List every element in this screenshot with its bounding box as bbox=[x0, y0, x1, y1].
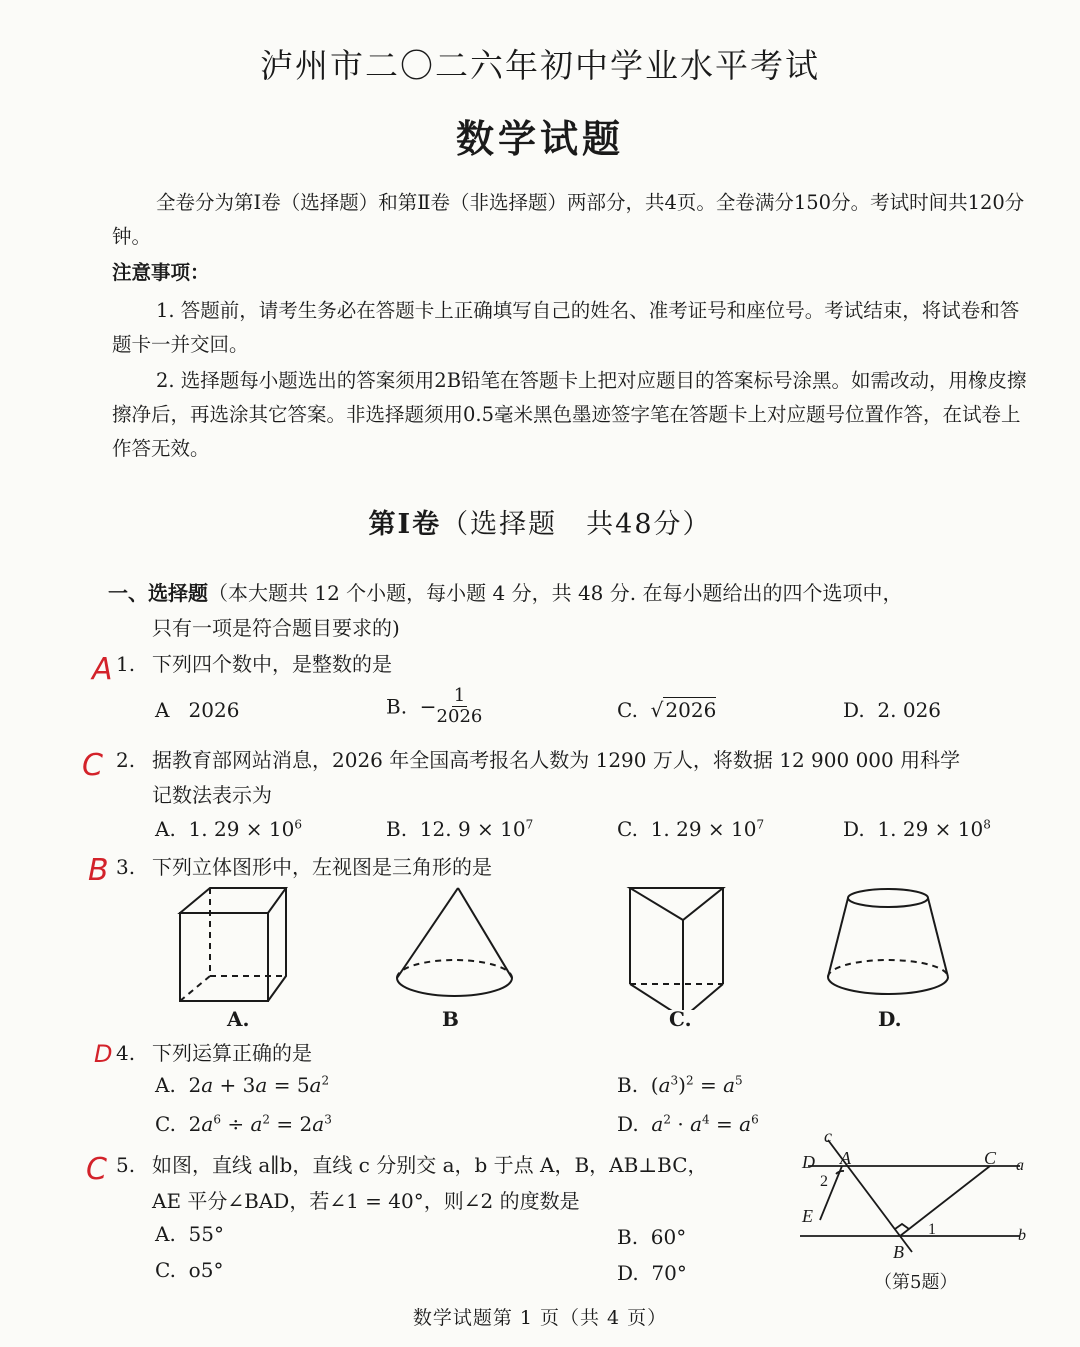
q2-a-base: 1. 29 × 10 bbox=[188, 817, 295, 841]
q1-option-d bbox=[843, 698, 941, 722]
q5-option-a bbox=[155, 1222, 224, 1246]
q1-a-text: 2026 bbox=[188, 698, 240, 722]
q2-option-b bbox=[386, 817, 533, 841]
q5-c-text: ο5° bbox=[188, 1258, 224, 1282]
label-c-lower: c bbox=[824, 1128, 832, 1146]
q3-figures bbox=[160, 880, 1040, 1010]
q3-fig-label-d: D. bbox=[878, 1007, 902, 1031]
q5-d-text: 70° bbox=[651, 1261, 687, 1285]
part-desc-1: （本大题共 12 个小题，每小题 4 分，共 48 分. 在每小题给出的四个选项中， bbox=[208, 581, 903, 605]
answer-mark-q4: D bbox=[94, 1040, 113, 1068]
segment-bc bbox=[900, 1166, 990, 1236]
right-angle-mark bbox=[895, 1224, 909, 1229]
page-footer: 数学试题第 1 页（共 4 页） bbox=[412, 1307, 668, 1329]
q5-d-label: D. bbox=[617, 1261, 639, 1285]
q2-option-a bbox=[155, 817, 302, 841]
q1-option-c bbox=[617, 698, 716, 722]
q2-d-label: D. bbox=[843, 817, 865, 841]
q1-option-a bbox=[155, 698, 239, 722]
prism-figure bbox=[630, 888, 723, 1010]
q3-fig-label-a: A. bbox=[227, 1007, 250, 1031]
q1-option-b bbox=[386, 686, 482, 727]
q5-b-label: B. bbox=[617, 1225, 639, 1249]
q5-number: 5. bbox=[116, 1153, 136, 1177]
label-angle-1: 1 bbox=[928, 1221, 936, 1238]
q4-b-expr: $(a^3)^2 = a^5$ bbox=[650, 1073, 743, 1097]
q2-d-base: 1. 29 × 10 bbox=[877, 817, 984, 841]
exam-title: 泸州市二〇二六年初中学业水平考试 bbox=[260, 46, 820, 85]
q1-d-label: D. bbox=[843, 698, 865, 722]
q4-a-expr: $2a + 3a = 5a^2$ bbox=[188, 1073, 330, 1097]
cube-figure bbox=[180, 888, 286, 1001]
label-A: A bbox=[840, 1148, 851, 1168]
q2-c-label: C. bbox=[617, 817, 638, 841]
notice-item-1: 1. 答题前，请考生务必在答题卡上正确填写自己的姓名、准考证号和座位号。考试结束，将试卷和答题卡一并交回。 bbox=[112, 299, 1020, 356]
q4-option-a bbox=[155, 1073, 329, 1097]
q2-stem-1: 据教育部网站消息，2026 年全国高考报名人数为 1290 万人，将数据 12 900 000 用科学 bbox=[152, 748, 961, 772]
q5-geometry-figure bbox=[790, 1128, 1040, 1268]
q4-number: 4. bbox=[116, 1041, 136, 1065]
q2-number: 2. bbox=[116, 748, 136, 772]
answer-mark-q5: C bbox=[86, 1152, 107, 1187]
part-heading bbox=[108, 576, 902, 610]
section-title bbox=[0, 502, 1080, 541]
q2-b-base: 12. 9 × 10 bbox=[419, 817, 526, 841]
q4-d-label: D. bbox=[617, 1112, 639, 1136]
q1-b-denominator: 2026 bbox=[436, 706, 483, 727]
q2-stem-2: 记数法表示为 bbox=[152, 783, 272, 807]
q2-c-exp: 7 bbox=[756, 817, 765, 832]
cone-figure bbox=[397, 888, 512, 996]
q4-d-expr: $a^2 \cdot a^4 = a^6$ bbox=[651, 1112, 759, 1136]
q4-b-label: B. bbox=[617, 1073, 639, 1097]
q1-b-sign: − bbox=[419, 694, 437, 719]
q4-option-d bbox=[617, 1112, 759, 1136]
q5-stem-1: 如图，直线 a∥b，直线 c 分别交 a，b 于点 A，B，AB⊥BC， bbox=[152, 1153, 708, 1177]
q1-number: 1. bbox=[116, 652, 136, 676]
q2-c-base: 1. 29 × 10 bbox=[650, 817, 757, 841]
q2-d-exp: 8 bbox=[983, 817, 991, 832]
part-desc-2: 只有一项是符合题目要求的) bbox=[152, 616, 400, 640]
q5-c-label: C. bbox=[155, 1258, 176, 1282]
q5-a-text: 55° bbox=[188, 1222, 224, 1246]
label-angle-2: 2 bbox=[820, 1173, 828, 1190]
answer-mark-q1: A bbox=[92, 652, 113, 687]
q1-stem: 下列四个数中，是整数的是 bbox=[152, 652, 392, 676]
q4-c-expr: $2a^6 \div a^2 = 2a^3$ bbox=[188, 1112, 332, 1136]
answer-mark-q2: C bbox=[82, 748, 103, 783]
q4-option-b bbox=[617, 1073, 743, 1097]
q4-a-label: A. bbox=[155, 1073, 176, 1097]
q1-b-numerator: 1 bbox=[453, 685, 466, 706]
frustum-figure bbox=[828, 889, 948, 994]
q5-stem-2: AE 平分∠BAD，若∠1 = 40°，则∠2 的度数是 bbox=[152, 1189, 580, 1213]
q3-fig-label-b: B bbox=[442, 1007, 459, 1031]
label-a: a bbox=[1016, 1157, 1024, 1174]
q2-a-label: A. bbox=[155, 817, 176, 841]
q3-number: 3. bbox=[116, 855, 136, 879]
q4-c-label: C. bbox=[155, 1112, 176, 1136]
q5-option-b bbox=[617, 1225, 686, 1249]
intro-paragraph: 全卷分为第Ⅰ卷（选择题）和第Ⅱ卷（非选择题）两部分，共4页。全卷满分150分。考试时间共120分钟。 bbox=[112, 191, 1025, 248]
q1-a-label: A bbox=[155, 698, 170, 722]
q2-option-c bbox=[617, 817, 764, 841]
section-title-bold: 第Ⅰ卷 bbox=[368, 509, 442, 540]
label-D: D bbox=[802, 1152, 815, 1172]
q2-b-exp: 7 bbox=[525, 817, 534, 832]
q5-b-text: 60° bbox=[650, 1225, 687, 1249]
q5-option-d bbox=[617, 1261, 687, 1285]
q2-a-exp: 6 bbox=[294, 817, 302, 832]
subject-title: 数学试题 bbox=[455, 116, 624, 161]
sqrt-icon: √ bbox=[650, 698, 664, 722]
q3-fig-label-c: C. bbox=[669, 1007, 692, 1031]
label-B: B bbox=[893, 1242, 904, 1262]
q1-d-text: 2. 026 bbox=[877, 698, 942, 722]
label-E: E bbox=[802, 1206, 813, 1226]
q3-stem: 下列立体图形中，左视图是三角形的是 bbox=[152, 855, 492, 879]
notice-item-2: 2. 选择题每小题选出的答案须用2B铅笔在答题卡上把对应题目的答案标号涂黑。如需改动，用橡皮擦擦净后，再选涂其它答案。非选择题须用0.5毫米黑色墨迹签字笔在答题卡上对应题号位置作答，在试卷上作答无效。 bbox=[112, 369, 1027, 460]
answer-mark-q3: B bbox=[88, 853, 109, 888]
q5-option-c bbox=[155, 1258, 223, 1282]
q5-figure-caption: （第5题） bbox=[874, 1272, 958, 1293]
q1-b-label: B. bbox=[386, 694, 408, 719]
q2-option-d bbox=[843, 817, 991, 841]
part-label: 一、选择题 bbox=[108, 581, 208, 605]
q4-option-c bbox=[155, 1112, 332, 1136]
label-C: C bbox=[984, 1148, 997, 1168]
q1-b-fraction bbox=[437, 686, 483, 727]
q1-c-label: C. bbox=[617, 698, 638, 722]
notice-heading: 注意事项： bbox=[112, 261, 210, 284]
q1-c-radicand: 2026 bbox=[665, 698, 717, 722]
q2-b-label: B. bbox=[386, 817, 408, 841]
q5-a-label: A. bbox=[155, 1222, 176, 1246]
q4-stem: 下列运算正确的是 bbox=[152, 1041, 312, 1065]
section-title-rest: （选择题 共48分） bbox=[441, 509, 712, 540]
label-b: b bbox=[1018, 1227, 1026, 1244]
